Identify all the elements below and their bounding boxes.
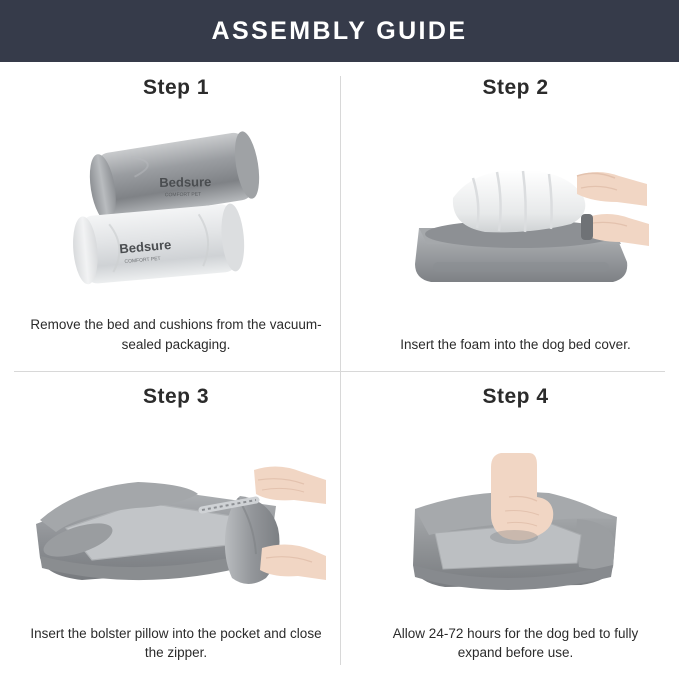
svg-text:Bedsure: Bedsure	[118, 237, 172, 257]
steps-grid	[0, 62, 679, 679]
page-header	[0, 0, 679, 62]
step-title-2: Step 2	[482, 76, 549, 99]
step-illustration-2	[378, 104, 653, 335]
step-caption-2: Insert the foam into the dog bed cover.	[400, 336, 631, 352]
step-title-3: Step 3	[142, 384, 210, 408]
svg-text:COMFORT PET: COMFORT PET	[124, 256, 161, 266]
svg-text:Bedsure: Bedsure	[159, 174, 212, 191]
step-card-1	[0, 62, 352, 371]
step-caption-4: Allow 24-72 hours for the dog bed to fully expand before use.	[392, 625, 639, 661]
step-title-1: Step 1	[142, 76, 210, 99]
page-title: ASSEMBLY GUIDE	[211, 16, 468, 45]
step-illustration-1	[26, 104, 326, 315]
step-card-2	[352, 62, 679, 371]
step-caption-3: Insert the bolster pillow into the pocket and close the zipper.	[30, 625, 322, 661]
step-title-4: Step 4	[482, 384, 549, 408]
step-card-4	[352, 371, 679, 679]
step-card-3	[0, 371, 352, 679]
step-illustration-4	[378, 413, 653, 624]
step-illustration-3	[26, 413, 326, 624]
step-caption-1: Remove the bed and cushions from the vacuum-sealed packaging.	[30, 317, 322, 352]
svg-text:COMFORT PET: COMFORT PET	[164, 191, 202, 199]
